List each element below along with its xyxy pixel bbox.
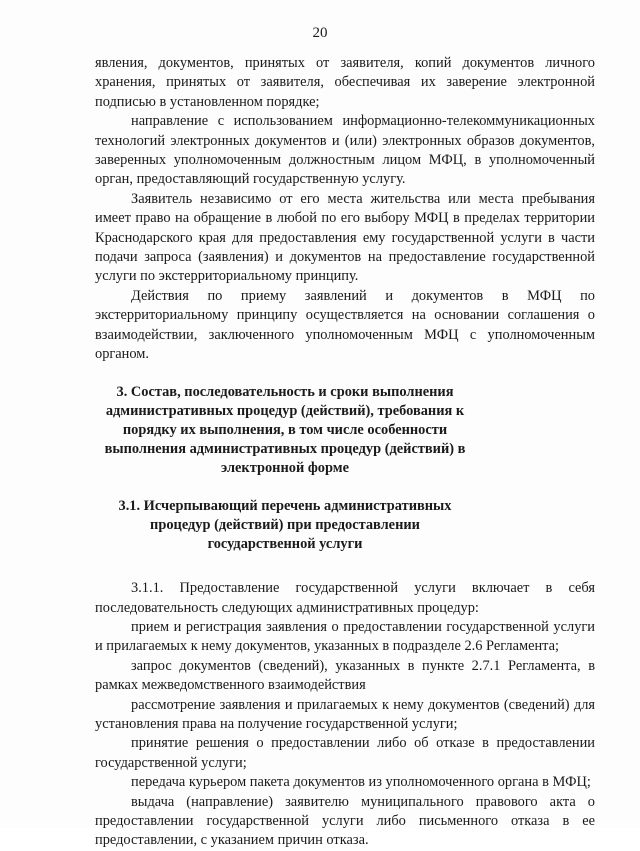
list-item: прием и регистрация заявления о предоставлении государственной услуги и прилагаемых к нему документов, указанных в подразделе 2.6 Регламента;: [95, 618, 595, 655]
paragraph-continuation: явления, документов, принятых от заявителя, копий документов личного хранения, принятых от заявителя, обеспечивая их заверение электронной подписью в установленном порядке;: [95, 55, 595, 110]
page-number: 20: [312, 25, 328, 41]
list-item: принятие решения о предоставлении либо об отказе в предоставлении государственной услуги;: [95, 735, 595, 771]
paragraph: Заявитель независимо от его места жительства или места пребывания имеет право на обращение в любой по его выбору МФЦ в пределах территории Краснодарского края для предоставления ему государственной услуги в части подачи запроса (заявления) и документов на предоставление государственной услуги по экстерриториальному принципу.: [95, 190, 595, 285]
paragraph: 3.1.1. Предоставление государственной услуги включает в себя последовательность следующих административных процедур:: [95, 580, 595, 616]
section-heading: 3. Состав, последовательность и сроки выполнения административных процедур (действий), требования к порядку их выполнения, в том числе особенности выполнения административных процедур (действий) в электронной форме: [104, 383, 466, 477]
list-item: рассмотрение заявления и прилагаемых к нему документов (сведений) для установления права на получение государственной услуги;: [95, 696, 595, 732]
subsection-heading: 3.1. Исчерпывающий перечень административных процедур (действий) при предоставлении государственной услуги: [118, 497, 452, 552]
list-item: запрос документов (сведений), указанных в пункте 2.7.1 Регламента, в рамках межведомственного взаимодействия: [95, 657, 595, 694]
list-item: передача курьером пакета документов из уполномоченного органа в МФЦ;: [131, 774, 591, 791]
list-item: выдача (направление) заявителю муниципального правового акта о предоставлении государственной услуги либо письменного отказа в ее предоставлении, с указанием причин отказа.: [95, 793, 595, 849]
paragraph: направление с использованием информационно-телекоммуникационных технологий электронных документов и (или) электронных образов документов, заверенных уполномоченным должностным лицом МФЦ, в уполномоченный орган, предоставляющий государственную услугу.: [95, 113, 595, 188]
document-body: [95, 54, 595, 851]
paragraph: Действия по приему заявлений и документов в МФЦ по экстерриториальному принципу осуществляется на основании соглашения о взаимодействии, заключенного уполномоченным МФЦ с уполномоченным органом.: [95, 287, 595, 363]
